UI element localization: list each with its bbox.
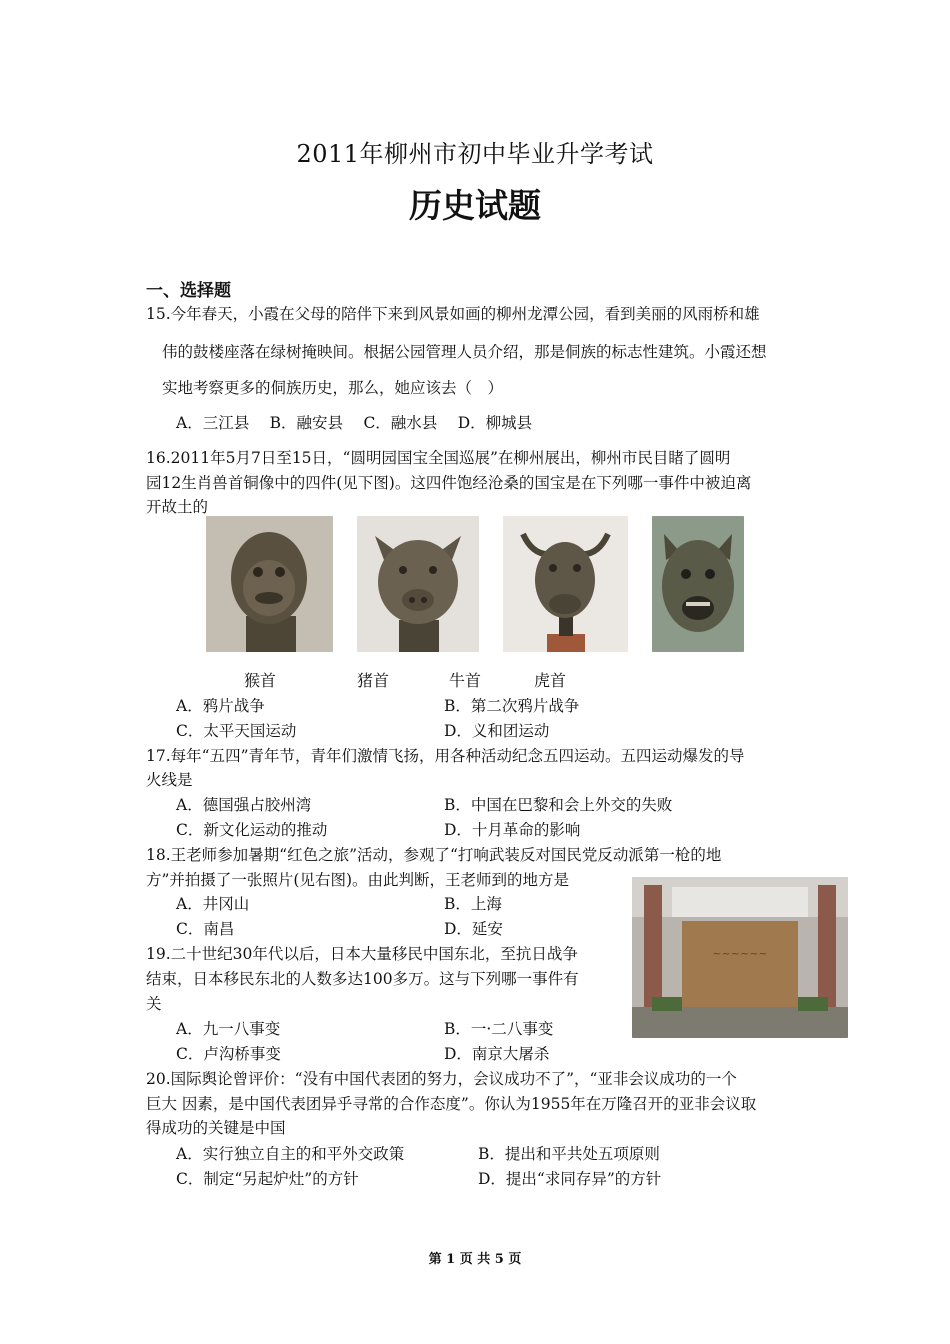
q17-line-1: 17.每年“五四”青年节，青年们激情飞扬，用各种活动纪念五四运动。五四运动爆发的导 <box>146 747 745 765</box>
q17-option-c: C．新文化运动的推动 <box>176 821 328 839</box>
q16-option-d: D．义和团运动 <box>444 722 550 740</box>
q17-line-2: 火线是 <box>146 771 193 789</box>
q18-line-1: 18.王老师参加暑期“红色之旅”活动，参观了“打响武装反对国民党反动派第一枪的地 <box>146 846 722 864</box>
q20-option-c: C．制定“另起炉灶”的方针 <box>176 1170 359 1188</box>
section-heading: 一、选择题 <box>146 281 231 301</box>
ox-head-photo <box>503 516 628 652</box>
q19-option-d: D．南京大屠杀 <box>444 1045 550 1063</box>
q15-line-3: 实地考察更多的侗族历史，那么，她应该去（ ） <box>162 379 504 397</box>
monkey-head-photo <box>206 516 333 652</box>
caption-monkey: 猴首 <box>244 671 277 690</box>
monument-photo <box>632 877 848 1038</box>
q19-option-a: A．九一八事变 <box>176 1020 281 1038</box>
q15-options: A．三江县 B．融安县 C．融水县 D．柳城县 <box>176 414 533 432</box>
q17-option-b: B．中国在巴黎和会上外交的失败 <box>444 796 673 814</box>
q19-line-1: 19.二十世纪30年代以后，日本大量移民中国东北，至抗日战争 <box>146 945 578 963</box>
q18-option-b: B．上海 <box>444 895 502 913</box>
caption-ox: 牛首 <box>449 671 482 690</box>
q19-option-b: B．一·二八事变 <box>444 1020 554 1038</box>
q18-option-d: D．延安 <box>444 920 503 938</box>
caption-tiger: 虎首 <box>534 671 567 690</box>
pig-head-photo <box>357 516 479 652</box>
q15-line-2: 伟的鼓楼座落在绿树掩映间。根据公园管理人员介绍，那是侗族的标志性建筑。小霞还想 <box>162 343 767 361</box>
q17-option-d: D．十月革命的影响 <box>444 821 581 839</box>
q18-option-a: A．井冈山 <box>176 895 250 913</box>
exam-subtitle: 历史试题 <box>409 186 541 225</box>
q20-line-3: 得成功的关键是中国 <box>146 1119 286 1137</box>
exam-title: 2011年柳州市初中毕业升学考试 <box>296 140 654 168</box>
q20-option-b: B．提出和平共处五项原则 <box>478 1145 660 1163</box>
q15-line-1: 15.今年春天，小霞在父母的陪伴下来到风景如画的柳州龙潭公园，看到美丽的风雨桥和雄 <box>146 305 760 323</box>
q19-option-c: C．卢沟桥事变 <box>176 1045 281 1063</box>
q16-line-3: 开故土的 <box>146 498 209 516</box>
q17-option-a: A．德国强占胶州湾 <box>176 796 312 814</box>
q16-option-a: A．鸦片战争 <box>176 697 265 715</box>
q18-line-2: 方”并拍摄了一张照片(见右图)。由此判断，王老师到的地方是 <box>146 871 570 889</box>
q18-option-c: C．南昌 <box>176 920 235 938</box>
q19-line-3: 关 <box>146 995 162 1013</box>
q20-line-1: 20.国际舆论曾评价：“没有中国代表团的努力，会议成功不了”，“亚非会议成功的一个 <box>146 1070 737 1088</box>
q16-line-1: 16.2011年5月7日至15日，“圆明园国宝全国巡展”在柳州展出，柳州市民目睹了圆明 <box>146 449 731 467</box>
q16-option-b: B．第二次鸦片战争 <box>444 697 580 715</box>
q20-line-2: 巨大 因素，是中国代表团异乎寻常的合作态度”。你认为1955年在万隆召开的亚非会议取 <box>146 1095 757 1113</box>
page-footer: 第 1 页 共 5 页 <box>428 1252 522 1267</box>
q20-option-a: A．实行独立自主的和平外交政策 <box>176 1145 405 1163</box>
q16-line-2: 园12生肖兽首铜像中的四件(见下图)。这四件饱经沧桑的国宝是在下列哪一事件中被迫离 <box>146 474 752 492</box>
q19-line-2: 结束，日本移民东北的人数多达100多万。这与下列哪一事件有 <box>146 970 579 988</box>
tiger-head-photo <box>652 516 744 652</box>
q16-option-c: C．太平天国运动 <box>176 722 297 740</box>
svg-text:~~~~~~: ~~~~~~ <box>712 947 768 960</box>
q20-option-d: D．提出“求同存异”的方针 <box>478 1170 662 1188</box>
caption-pig: 猪首 <box>357 671 390 690</box>
